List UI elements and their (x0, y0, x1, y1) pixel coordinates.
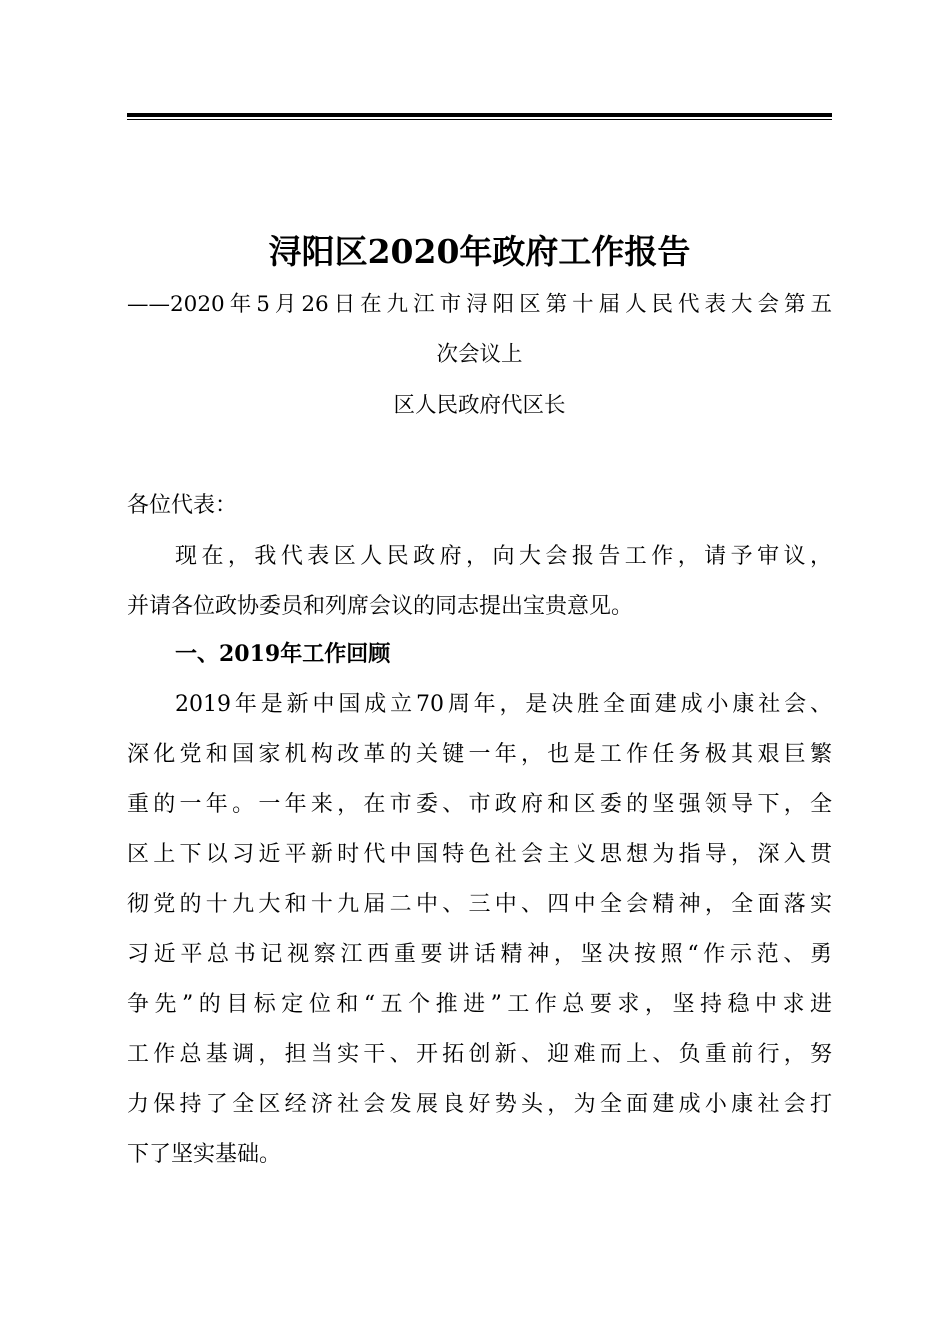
paragraph-line: 重的一年。一年来，在市委、市政府和区委的坚强领导下，全 (127, 792, 832, 817)
section-heading: 一、2019年工作回顾 (175, 641, 391, 667)
paragraph-line: 习近平总书记视察江西重要讲话精神，坚决按照“作示范、勇 (127, 942, 832, 967)
paragraph-line: 2019年是新中国成立70周年，是决胜全面建成小康社会、 (175, 692, 832, 717)
document-title: 浔阳区2020年政府工作报告 (268, 232, 691, 271)
author-line: 区人民政府代区长 (393, 393, 566, 418)
intro-line-2: 并请各位政协委员和列席会议的同志提出宝贵意见。 (127, 594, 634, 619)
header-rule-thick (127, 113, 832, 117)
intro-line-1: 现在，我代表区人民政府，向大会报告工作，请予审议， (175, 544, 832, 569)
paragraph-line: 下了坚实基础。 (127, 1142, 282, 1167)
header-rule-thin (127, 119, 832, 120)
paragraph-line: 区上下以习近平新时代中国特色社会主义思想为指导，深入贯 (127, 842, 832, 867)
paragraph-line: 彻党的十九大和十九届二中、三中、四中全会精神，全面落实 (127, 892, 832, 917)
paragraph-line: 深化党和国家机构改革的关键一年，也是工作任务极其艰巨繁 (127, 742, 832, 767)
paragraph-line: 争先”的目标定位和“五个推进”工作总要求，坚持稳中求进 (127, 992, 832, 1017)
subtitle-line-1: ——2020年5月26日在九江市浔阳区第十届人民代表大会第五 (127, 292, 832, 317)
paragraph-line: 工作总基调，担当实干、开拓创新、迎难而上、负重前行，努 (127, 1042, 832, 1067)
salutation: 各位代表： (127, 493, 238, 518)
subtitle-line-2: 次会议上 (436, 342, 523, 367)
paragraph-line: 力保持了全区经济社会发展良好势头，为全面建成小康社会打 (127, 1092, 832, 1117)
